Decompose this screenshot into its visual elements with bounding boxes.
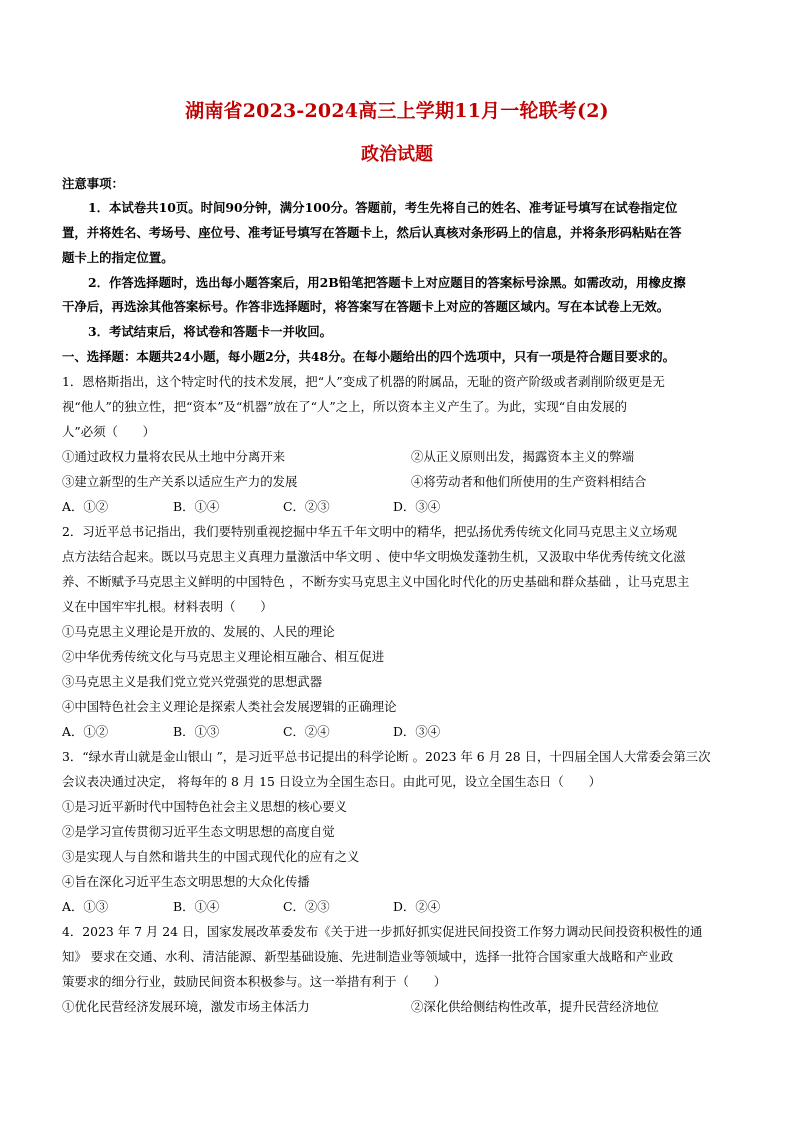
notice-item-2-cont: 干净后，再选涂其他答案标号。作答非选择题时，将答案写在答题卡上对应的答题区域内。写在本试卷上无效。	[62, 299, 670, 314]
question-3-stem: 会议表决通过决定， 将每年的 8 月 15 日设立为全国生态日。由此可见，设立全国生态日（ ）	[62, 774, 601, 789]
question-2-statement-4: ④中国特色社会主义理论是探索人类社会发展逻辑的正确理论	[62, 699, 397, 714]
question-1-option-d: D．③④	[393, 499, 441, 514]
section-heading: 一、选择题：本题共24小题，每小题2分，共48分。在每小题给出的四个选项中，只有一项是符合题目要求的。	[62, 349, 676, 364]
question-2-statement-1: ①马克思主义理论是开放的、发展的、人民的理论	[62, 624, 335, 639]
question-1-stem: 人”必须（ ）	[62, 424, 156, 439]
question-3-option-a: A．①③	[62, 899, 109, 914]
question-2-option-d: D．③④	[393, 724, 441, 739]
notice-item-2: 2．作答选择题时，选出每小题答案后，用2B铅笔把答题卡上对应题目的答案标号涂黑。如需改动，用橡皮擦	[88, 275, 686, 290]
question-1-stem: 1．恩格斯指出，这个特定时代的技术发展，把“人”变成了机器的附属品，无耻的资产阶级或者剥削阶级更是无	[62, 374, 665, 389]
question-3-option-b: B．①④	[173, 899, 220, 914]
question-1-statement-3: ③建立新型的生产关系以适应生产力的发展	[62, 474, 298, 489]
question-4-statement-2: ②深化供给侧结构性改革，提升民营经济地位	[411, 999, 659, 1014]
question-3-statement-2: ②是学习宣传贯彻习近平生态文明思想的高度自觉	[62, 824, 335, 839]
question-3-option-d: D．②④	[393, 899, 441, 914]
notice-item-1-cont: 置，并将姓名、考场号、座位号、准考证号填写在答题卡上，然后认真核对条形码上的信息，并将条形码粘贴在答	[62, 225, 682, 240]
question-2-statement-2: ②中华优秀传统文化与马克思主义理论相互融合、相互促进	[62, 649, 385, 664]
question-3-option-c: C．②③	[283, 899, 330, 914]
question-2-stem: 义在中国牢牢扎根。材料表明（ ）	[62, 599, 273, 614]
question-1-stem: 视“他人”的独立性，把“资本”及“机器”放在了“人”之上，所以资本主义产生了。为此，实现“自由发展的	[62, 399, 628, 414]
question-1-option-b: B．①④	[173, 499, 220, 514]
notice-item-1-cont: 题卡上的指定位置。	[62, 250, 174, 265]
exam-subtitle: 政治试题	[361, 144, 433, 165]
question-1-option-c: C．②③	[283, 499, 330, 514]
exam-title: 湖南省2023-2024高三上学期11月一轮联考(2)	[185, 100, 609, 122]
question-3-stem: 3．“绿水青山就是金山银山 ”，是习近平总书记提出的科学论断 。2023 年 6 月 28 日，十四届全国人大常委会第三次	[62, 749, 711, 764]
question-4-statement-1: ①优化民营经济发展环境，激发市场主体活力	[62, 999, 310, 1014]
question-1-statement-4: ④将劳动者和他们所使用的生产资料相结合	[411, 474, 647, 489]
question-1-statement-1: ①通过政权力量将农民从土地中分离开来	[62, 449, 286, 464]
question-2-stem: 点方法结合起来。既以马克思主义真理力量激活中华文明 、使中华文明焕发蓬勃生机，又汲取中华优秀传统文化滋	[62, 549, 686, 564]
question-1-statement-2: ②从正义原则出发，揭露资本主义的弊端	[411, 449, 635, 464]
question-3-statement-1: ①是习近平新时代中国特色社会主义思想的核心要义	[62, 799, 347, 814]
question-1-option-a: A．①②	[62, 499, 109, 514]
question-2-option-a: A．①②	[62, 724, 109, 739]
question-4-stem: 策要求的细分行业，鼓励民间资本积极参与。这一举措有利于（ ）	[62, 974, 447, 989]
question-3-statement-3: ③是实现人与自然和谐共生的中国式现代化的应有之义	[62, 849, 360, 864]
question-3-statement-4: ④旨在深化习近平生态文明思想的大众化传播	[62, 874, 310, 889]
question-2-option-c: C．②④	[283, 724, 330, 739]
question-2-stem: 2．习近平总书记指出，我们要特别重视挖掘中华五千年文明中的精华，把弘扬优秀传统文化同马克思主义立场观	[62, 524, 678, 539]
notice-item-3: 3．考试结束后，将试卷和答题卡一并收回。	[88, 324, 333, 339]
question-4-stem: 知》 要求在交通、水利、清洁能源、新型基础设施、先进制造业等领域中，选择一批符合国家重大战略和产业政	[62, 949, 674, 964]
question-2-statement-3: ③马克思主义是我们党立党兴党强党的思想武器	[62, 674, 323, 689]
question-4-stem: 4．2023 年 7 月 24 日，国家发展改革委发布《关于进一步抓好抓实促进民间投资工作努力调动民间投资积极性的通	[62, 924, 703, 939]
question-2-option-b: B．①③	[173, 724, 220, 739]
notice-heading: 注意事项：	[62, 176, 124, 191]
question-2-stem: 养、不断赋予马克思主义鲜明的中国特色 ，不断夯实马克思主义中国化时代化的历史基础和群众基础 ，让马克思主	[62, 574, 690, 589]
notice-item-1: 1．本试卷共10页。时间90分钟，满分100分。答题前，考生先将自己的姓名、准考证号填写在试卷指定位	[88, 200, 678, 215]
